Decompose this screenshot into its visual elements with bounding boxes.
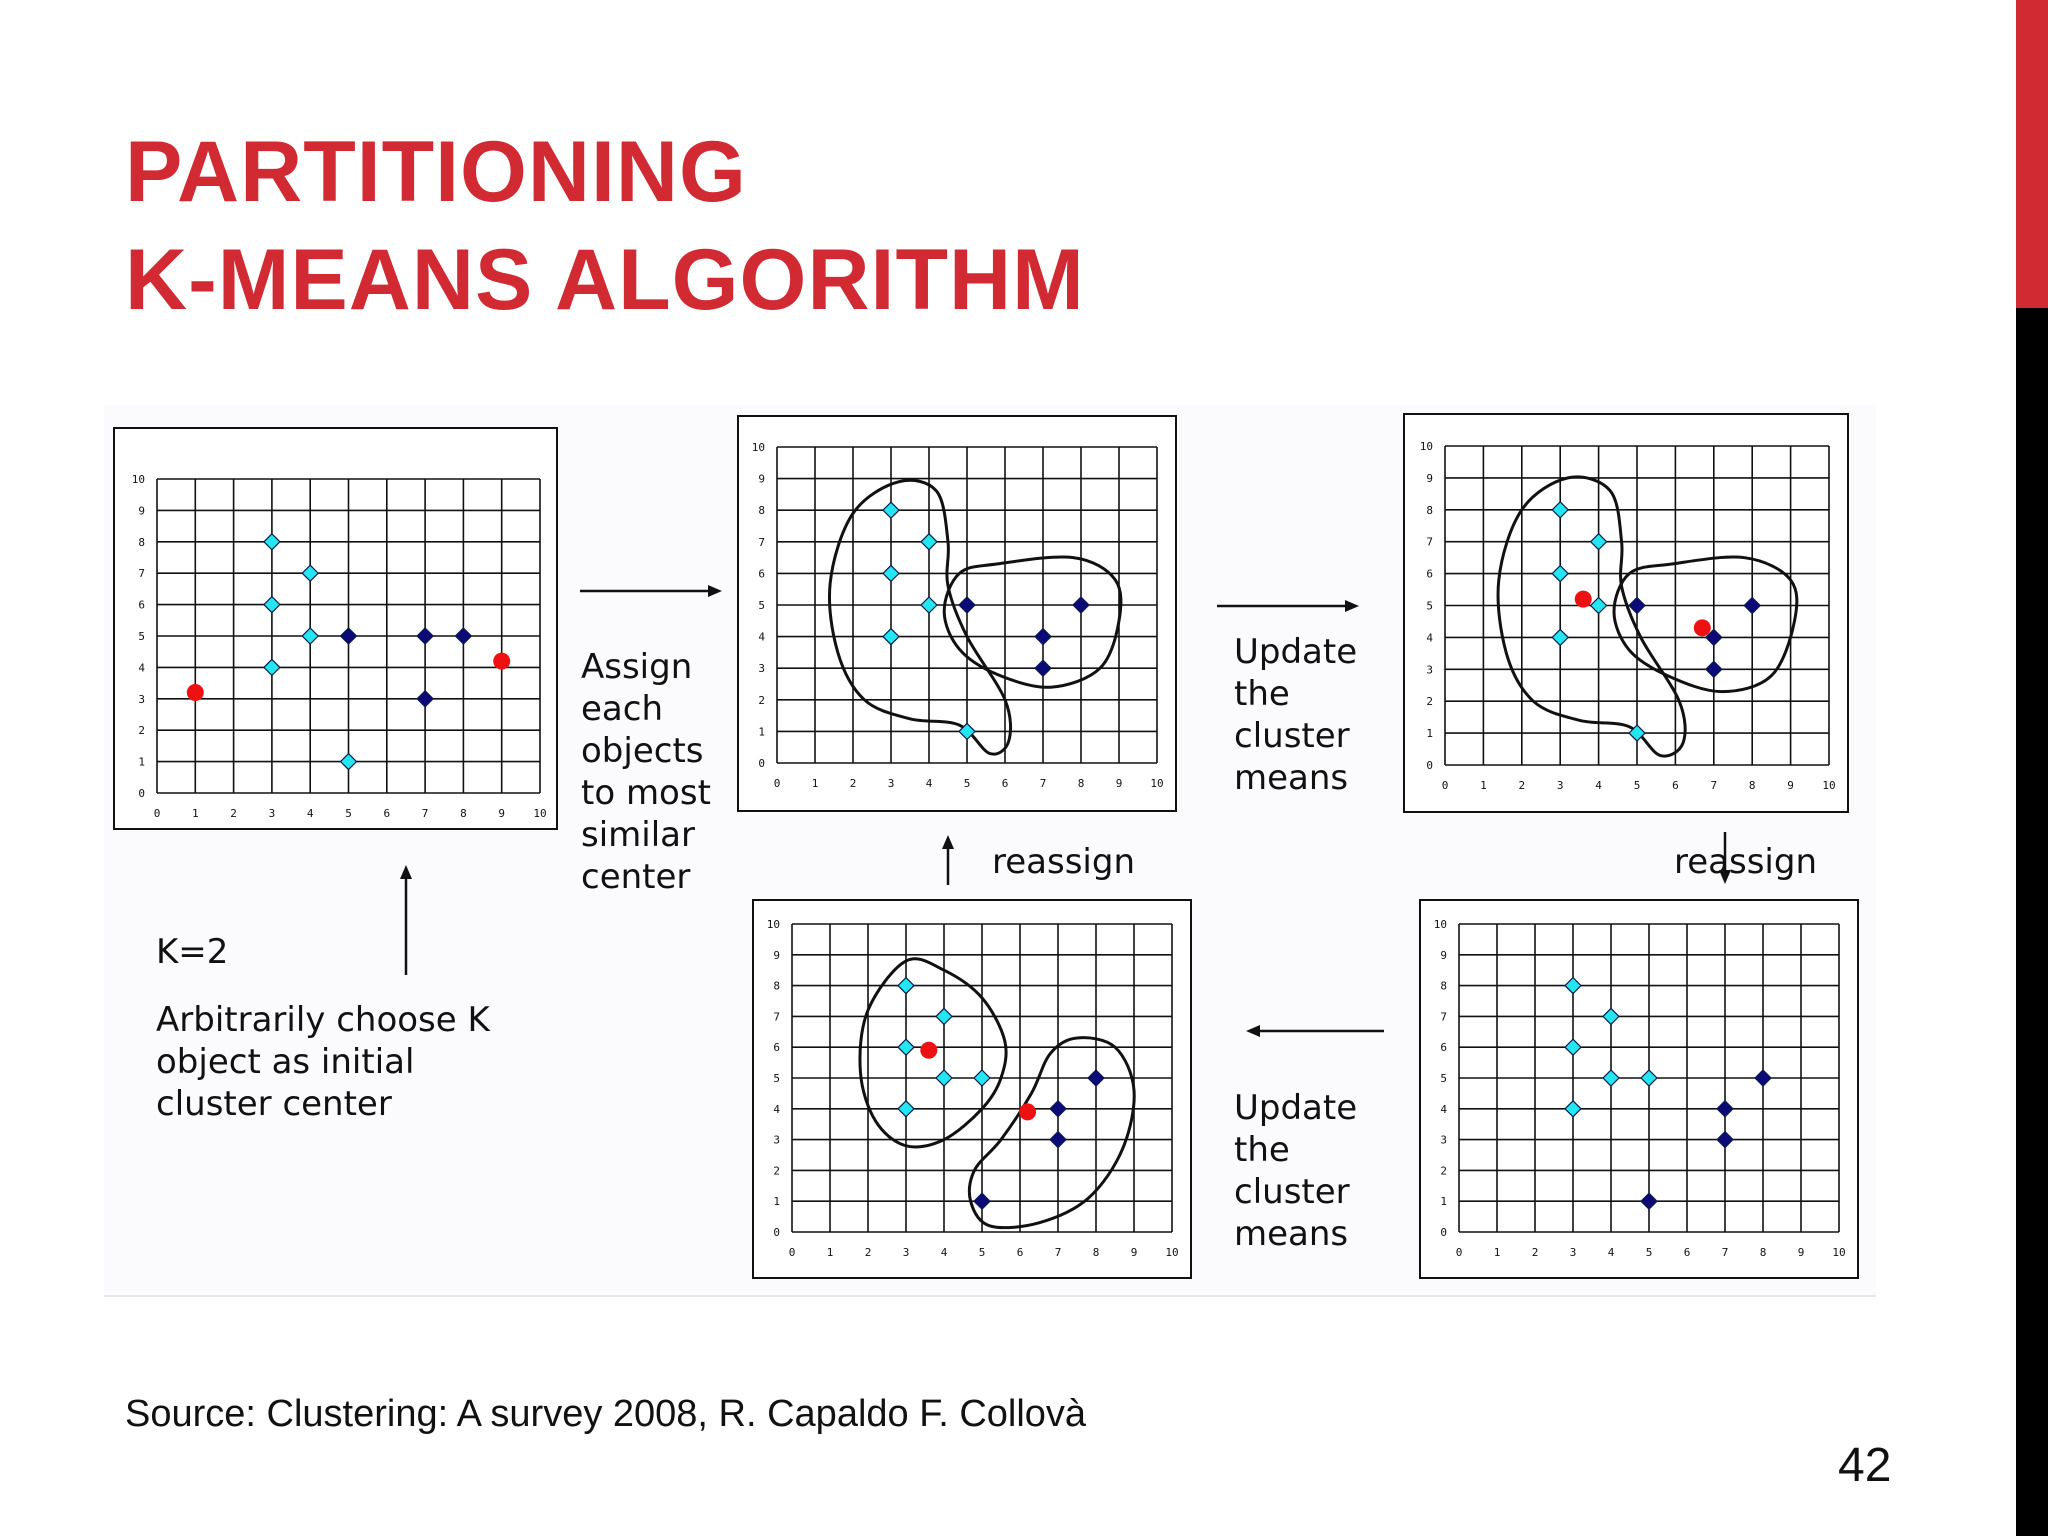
cyan-data-point [936, 1070, 952, 1086]
x-tick-label: 10 [1832, 1246, 1846, 1259]
x-tick-label: 7 [1710, 779, 1718, 792]
x-tick-label: 5 [1645, 1246, 1653, 1259]
y-tick-label: 3 [1426, 663, 1433, 677]
y-tick-label: 6 [138, 598, 145, 612]
y-tick-label: 4 [773, 1102, 780, 1116]
y-tick-label: 1 [138, 755, 145, 769]
y-tick-label: 8 [758, 504, 765, 518]
y-tick-label: 4 [1440, 1102, 1447, 1116]
x-tick-label: 1 [191, 807, 199, 820]
y-tick-label: 1 [1440, 1195, 1447, 1209]
x-tick-label: 0 [153, 807, 161, 820]
x-tick-label: 1 [826, 1246, 834, 1259]
x-tick-label: 10 [533, 807, 547, 820]
x-tick-label: 0 [773, 777, 781, 790]
cyan-data-point [1552, 502, 1568, 518]
navy-data-point [974, 1193, 990, 1209]
y-tick-label: 3 [758, 662, 765, 676]
y-tick-label: 3 [1440, 1133, 1447, 1147]
x-tick-label: 8 [1077, 777, 1085, 790]
x-tick-label: 0 [1455, 1246, 1463, 1259]
cyan-data-point [898, 1039, 914, 1055]
navy-data-point [1706, 661, 1722, 677]
x-tick-label: 3 [1556, 779, 1564, 792]
plot-initial-chart [115, 429, 560, 832]
x-tick-label: 0 [1441, 779, 1449, 792]
cyan-data-point [1591, 534, 1607, 550]
navy-data-point [1717, 1101, 1733, 1117]
navy-data-point [1050, 1101, 1066, 1117]
slide-title [125, 118, 1085, 334]
x-tick-label: 3 [1569, 1246, 1577, 1259]
cluster-center-point [1575, 591, 1592, 608]
x-tick-label: 5 [1633, 779, 1641, 792]
y-tick-label: 8 [1440, 979, 1447, 993]
y-tick-label: 5 [1426, 599, 1433, 613]
x-tick-label: 2 [849, 777, 857, 790]
cyan-data-point [898, 1101, 914, 1117]
cyan-data-point [883, 502, 899, 518]
y-tick-label: 7 [758, 535, 765, 549]
x-tick-label: 3 [902, 1246, 910, 1259]
y-tick-label: 2 [1426, 695, 1433, 709]
navy-data-point [1073, 597, 1089, 613]
x-tick-label: 7 [1721, 1246, 1729, 1259]
x-tick-label: 2 [1531, 1246, 1539, 1259]
cyan-data-point [264, 659, 280, 675]
cyan-data-point [936, 1008, 952, 1024]
cyan-data-point [1552, 629, 1568, 645]
dark-side-bar [2016, 308, 2048, 1536]
y-tick-label: 5 [138, 630, 145, 643]
y-tick-label: 4 [138, 661, 145, 675]
arrow-right-top-left [578, 581, 724, 601]
y-tick-label: 2 [773, 1164, 780, 1178]
navy-data-point [1641, 1193, 1657, 1209]
x-tick-label: 7 [1039, 777, 1047, 790]
navy-data-point [341, 628, 357, 644]
x-tick-label: 1 [1493, 1246, 1501, 1259]
y-tick-label: 3 [773, 1133, 780, 1147]
page-number: 42 [1838, 1439, 1892, 1492]
navy-data-point [1744, 598, 1760, 614]
x-tick-label: 10 [1822, 779, 1836, 792]
cyan-data-point [1565, 978, 1581, 994]
title-line-2: K-MEANS ALGORITHM [125, 232, 1085, 328]
source-citation: Source: Clustering: A survey 2008, R. Capaldo F. Collovà [125, 1393, 1087, 1435]
reassign-caption-right: reassign [1674, 842, 1817, 882]
plot-initial [113, 427, 558, 830]
cyan-data-point [974, 1070, 990, 1086]
x-tick-label: 5 [963, 777, 971, 790]
y-tick-label: 6 [773, 1041, 780, 1055]
y-tick-label: 2 [758, 693, 765, 707]
plot-reassigned [1419, 899, 1859, 1279]
cyan-data-point [1641, 1070, 1657, 1086]
navy-data-point [417, 628, 433, 644]
x-tick-label: 4 [940, 1246, 948, 1259]
x-tick-label: 6 [1001, 777, 1009, 790]
x-tick-label: 9 [1797, 1246, 1805, 1259]
cyan-data-point [883, 629, 899, 645]
y-tick-label: 10 [131, 473, 145, 486]
x-tick-label: 4 [306, 807, 314, 820]
plot-reassigned-chart [1421, 901, 1861, 1281]
x-tick-label: 9 [1787, 779, 1794, 792]
x-tick-label: 9 [1130, 1246, 1138, 1259]
navy-data-point [1050, 1132, 1066, 1148]
y-tick-label: 2 [1440, 1164, 1447, 1178]
title-line-1: PARTITIONING [125, 124, 747, 220]
y-tick-label: 0 [138, 787, 145, 800]
navy-data-point [1629, 598, 1645, 614]
plot-final-chart [754, 901, 1194, 1281]
cluster-center-point [493, 653, 510, 670]
cyan-data-point [264, 597, 280, 613]
navy-data-point [1088, 1070, 1104, 1086]
navy-data-point [455, 628, 471, 644]
cluster-center-point [920, 1042, 937, 1059]
choose-caption: Arbitrarily choose K object as initial cluster center [156, 1000, 490, 1124]
x-tick-label: 10 [1165, 1246, 1179, 1259]
x-tick-label: 8 [460, 807, 467, 820]
cyan-data-point [264, 534, 280, 550]
cyan-data-point [1565, 1039, 1581, 1055]
cyan-data-point [341, 754, 357, 770]
cyan-data-point [1565, 1101, 1581, 1117]
k-value-caption: K=2 [156, 932, 229, 972]
y-tick-label: 5 [773, 1072, 780, 1085]
x-tick-label: 6 [1672, 779, 1679, 792]
x-tick-label: 3 [887, 777, 895, 790]
y-tick-label: 0 [758, 757, 765, 770]
x-tick-label: 8 [1092, 1246, 1100, 1259]
y-tick-label: 4 [1426, 631, 1433, 645]
cluster-center-point [1694, 619, 1711, 636]
cyan-data-point [921, 597, 937, 613]
x-tick-label: 1 [1480, 779, 1487, 792]
y-tick-label: 5 [758, 599, 765, 612]
arrow-right-top-right [1215, 596, 1361, 616]
y-tick-label: 4 [758, 630, 765, 644]
kmeans-figure [104, 405, 1876, 1297]
y-tick-label: 0 [1440, 1226, 1447, 1239]
y-tick-label: 9 [773, 948, 780, 962]
x-tick-label: 9 [498, 807, 506, 820]
x-tick-label: 6 [383, 807, 391, 820]
x-tick-label: 5 [978, 1246, 986, 1259]
plot-assigned-chart [739, 417, 1179, 814]
x-tick-label: 9 [1115, 777, 1123, 790]
assign-caption: Assign each objects to most similar center [581, 647, 711, 897]
cluster-boundary [1498, 477, 1685, 756]
cyan-data-point [883, 565, 899, 581]
y-tick-label: 0 [773, 1226, 780, 1239]
y-tick-label: 1 [1426, 727, 1433, 741]
x-tick-label: 4 [1607, 1246, 1615, 1259]
y-tick-label: 0 [1426, 759, 1433, 772]
y-tick-label: 9 [1440, 948, 1447, 962]
y-tick-label: 1 [758, 725, 765, 739]
plot-assigned [737, 415, 1177, 812]
y-tick-label: 3 [138, 692, 145, 706]
x-tick-label: 8 [1759, 1246, 1767, 1259]
y-tick-label: 10 [751, 441, 765, 454]
y-tick-label: 6 [1426, 567, 1433, 581]
cyan-data-point [1591, 598, 1607, 614]
x-tick-label: 4 [925, 777, 933, 790]
y-tick-label: 8 [773, 979, 780, 993]
y-tick-label: 9 [1426, 471, 1433, 485]
x-tick-label: 6 [1683, 1246, 1691, 1259]
y-tick-label: 1 [773, 1195, 780, 1209]
cyan-data-point [921, 534, 937, 550]
navy-data-point [1035, 660, 1051, 676]
y-tick-label: 6 [1440, 1041, 1447, 1055]
y-tick-label: 7 [773, 1010, 780, 1024]
x-tick-label: 2 [1518, 779, 1526, 792]
x-tick-label: 4 [1595, 779, 1602, 792]
update-caption-bottom: Update the cluster means [1234, 1088, 1358, 1254]
y-tick-label: 9 [138, 504, 145, 518]
update-caption-top: Update the cluster means [1234, 632, 1358, 798]
plot-updated [1403, 413, 1849, 813]
cyan-data-point [1603, 1070, 1619, 1086]
arrow-up-reassign [938, 835, 958, 887]
cyan-data-point [302, 565, 318, 581]
cyan-data-point [302, 628, 318, 644]
x-tick-label: 5 [345, 807, 352, 820]
x-tick-label: 1 [811, 777, 819, 790]
y-tick-label: 10 [766, 918, 780, 931]
cyan-data-point [1552, 566, 1568, 582]
y-tick-label: 8 [138, 535, 145, 549]
arrow-up-k [396, 865, 416, 977]
cluster-center-point [187, 684, 204, 701]
x-tick-label: 8 [1748, 779, 1756, 792]
x-tick-label: 2 [230, 807, 237, 820]
y-tick-label: 2 [138, 724, 145, 738]
x-tick-label: 7 [1054, 1246, 1062, 1259]
y-tick-label: 7 [1426, 535, 1433, 549]
y-tick-label: 10 [1419, 440, 1433, 453]
arrow-left-bottom [1246, 1021, 1386, 1041]
x-tick-label: 2 [864, 1246, 872, 1259]
x-tick-label: 6 [1016, 1246, 1024, 1259]
cluster-boundary [829, 480, 1010, 754]
navy-data-point [417, 691, 433, 707]
y-tick-label: 5 [1440, 1072, 1447, 1085]
navy-data-point [959, 597, 975, 613]
y-tick-label: 6 [758, 567, 765, 581]
cyan-data-point [898, 978, 914, 994]
navy-data-point [1755, 1070, 1771, 1086]
y-tick-label: 7 [138, 567, 145, 581]
navy-data-point [1035, 629, 1051, 645]
cyan-data-point [1603, 1008, 1619, 1024]
x-tick-label: 10 [1150, 777, 1164, 790]
plot-updated-chart [1405, 415, 1851, 815]
reassign-caption-left: reassign [992, 842, 1135, 882]
y-tick-label: 10 [1433, 918, 1447, 931]
y-tick-label: 9 [758, 472, 765, 486]
navy-data-point [1717, 1132, 1733, 1148]
accent-bar [2016, 0, 2048, 308]
x-tick-label: 0 [788, 1246, 796, 1259]
cluster-center-point [1019, 1103, 1036, 1120]
y-tick-label: 8 [1426, 503, 1433, 517]
y-tick-label: 7 [1440, 1010, 1447, 1024]
cluster-boundary [969, 1038, 1134, 1228]
x-tick-label: 3 [268, 807, 276, 820]
x-tick-label: 7 [421, 807, 429, 820]
plot-final [752, 899, 1192, 1279]
